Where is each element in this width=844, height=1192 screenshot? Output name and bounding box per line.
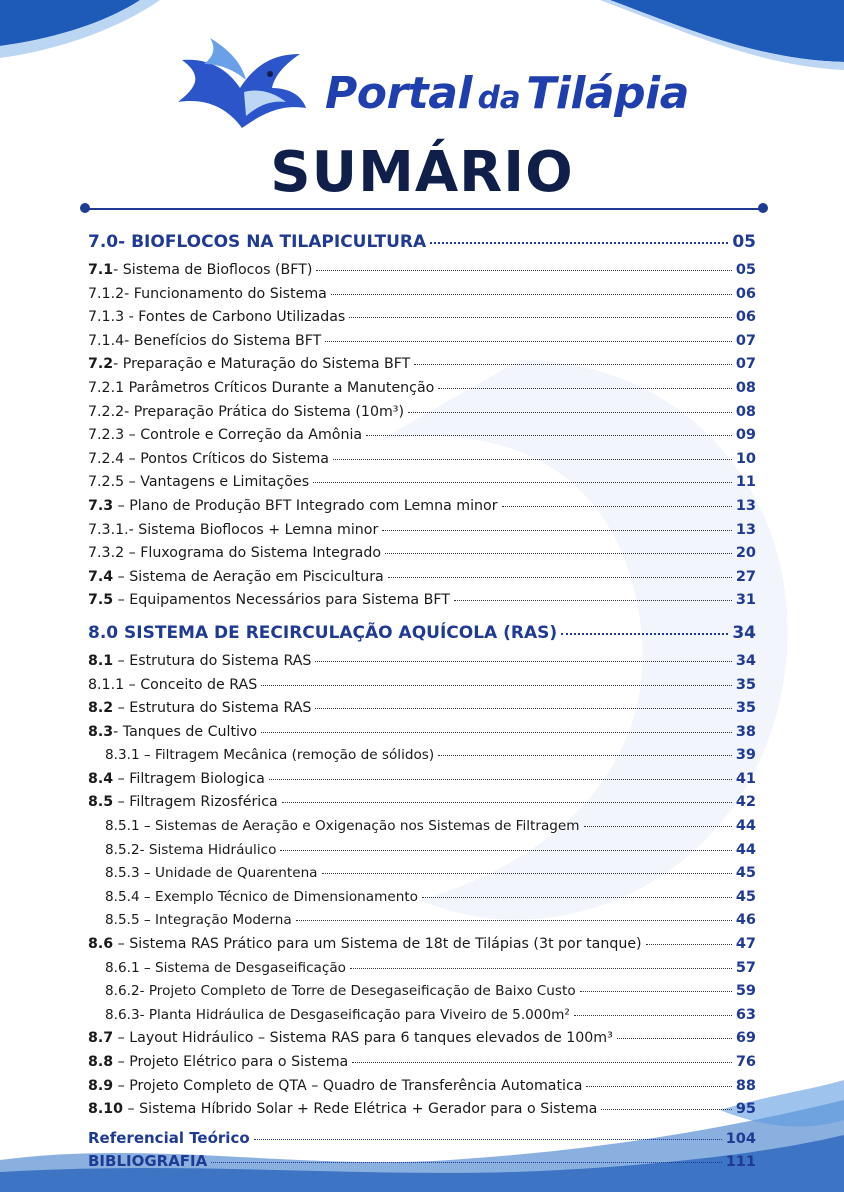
toc-page-number: 13 — [735, 521, 756, 538]
toc-entry-number: 8.2 — [88, 700, 114, 717]
toc-page-number: 07 — [735, 356, 756, 373]
dot-leader — [296, 920, 732, 921]
toc-entry-text: 7.1.2- Funcionamento do Sistema — [88, 285, 327, 302]
dot-leader — [561, 633, 728, 635]
brand-logo — [170, 30, 730, 142]
dot-leader — [331, 294, 732, 295]
toc-page-number: 57 — [735, 959, 756, 976]
toc-page-number: 05 — [735, 262, 756, 278]
dot-leader — [269, 779, 732, 780]
brand-main: Portal — [325, 68, 472, 119]
toc-entry-text: 7.3.2 – Fluxograma do Sistema Integrado — [88, 545, 382, 562]
toc-entry[interactable] — [88, 451, 756, 475]
toc-entry-label — [105, 818, 580, 834]
toc-entry[interactable] — [88, 262, 756, 286]
toc-entry-label — [88, 724, 257, 740]
toc-entry[interactable] — [88, 427, 756, 451]
toc-chapter-label: 7.0- BIOFLOCOS NA TILAPICULTURA — [88, 232, 427, 252]
toc-entry-text: 7.1.3 - Fontes de Carbono Utilizadas — [88, 309, 346, 326]
toc-entry-label — [105, 865, 318, 881]
toc-entry-label — [105, 889, 418, 905]
toc-entry-label — [105, 842, 276, 858]
toc-entry-number: 8.10 — [88, 1101, 124, 1118]
toc-entry[interactable] — [88, 889, 756, 913]
dot-leader — [211, 1162, 721, 1163]
toc-entry-label — [88, 545, 381, 561]
toc-chapter-label: 8.0 SISTEMA DE RECIRCULAÇÃO AQUÍCOLA (RAS) — [88, 622, 558, 643]
toc-entry[interactable] — [88, 677, 756, 701]
toc-page-number: 88 — [735, 1077, 756, 1094]
toc-entry-label — [88, 333, 321, 349]
toc-entry-label — [105, 983, 576, 999]
dot-leader — [414, 364, 731, 365]
toc-entry-text: – Sistema de Aeração em Piscicultura — [113, 568, 384, 585]
toc-page-number: 05 — [732, 232, 756, 252]
dot-leader — [350, 968, 732, 969]
divider-dot-right — [758, 203, 768, 213]
toc-entry-text: 8.3.1 – Filtragem Mecânica (remoção de sólidos) — [105, 747, 435, 764]
toc-entry-text: – Estrutura do Sistema RAS — [113, 700, 312, 717]
dot-leader — [261, 732, 732, 733]
page-title: SUMÁRIO — [270, 140, 574, 205]
toc-entry-text: 7.2.5 – Vantagens e Limitações — [88, 474, 310, 491]
toc-entry-text: 8.1.1 – Conceito de RAS — [88, 676, 258, 693]
toc-entry[interactable] — [88, 983, 756, 1007]
dot-leader — [315, 708, 731, 709]
toc-entry-number: 8.1 — [88, 652, 114, 669]
toc-entry[interactable] — [88, 286, 756, 310]
toc-entry-label — [88, 522, 378, 538]
toc-page-number: 38 — [735, 723, 756, 740]
toc-entry[interactable] — [88, 1030, 756, 1054]
toc-entry-text: 8.6.2- Projeto Completo de Torre de Desegaseificação de Baixo Custo — [105, 983, 576, 1000]
toc-chapter-8[interactable] — [88, 623, 756, 653]
toc-entry-label — [88, 936, 642, 952]
toc-entry-label — [88, 771, 265, 787]
dot-leader — [349, 317, 732, 318]
toc-page-number: 31 — [735, 592, 756, 609]
toc-entry[interactable] — [88, 1078, 756, 1102]
toc-entry[interactable] — [88, 653, 756, 677]
toc-page-number: 45 — [735, 888, 756, 905]
toc-entry-label — [105, 1007, 570, 1023]
table-of-contents — [88, 232, 756, 1176]
toc-page-number: 45 — [735, 865, 756, 882]
toc-entry[interactable] — [88, 309, 756, 333]
toc-entry-number: 7.4 — [88, 568, 114, 585]
toc-entry-label: Referencial Teórico — [88, 1128, 250, 1147]
dot-leader — [325, 341, 731, 342]
toc-entry[interactable] — [88, 842, 756, 866]
toc-page-number: 27 — [735, 568, 756, 585]
toc-entry-text: 8.5.4 – Exemplo Técnico de Dimensionamento — [105, 888, 418, 905]
toc-page-number: 76 — [735, 1054, 756, 1070]
toc-chapter-7-list — [88, 262, 756, 616]
toc-entry[interactable] — [88, 1101, 756, 1125]
toc-page-number: 47 — [735, 936, 756, 953]
toc-entry-label — [88, 653, 311, 669]
toc-page-number: 34 — [732, 622, 756, 643]
toc-page-number: 95 — [735, 1101, 756, 1118]
toc-entry[interactable] — [88, 747, 756, 771]
toc-entry-text: – Sistema RAS Prático para um Sistema de 18t de Tilápias (3t por tanque) — [113, 936, 642, 953]
toc-entry[interactable] — [88, 569, 756, 593]
toc-entry-number: 8.7 — [88, 1030, 114, 1047]
toc-entry-text: – Layout Hidráulico – Sistema RAS para 6 tanques elevados de 100m³ — [113, 1030, 613, 1047]
dot-leader — [601, 1109, 731, 1110]
toc-entry[interactable] — [88, 522, 756, 546]
toc-reference-entry[interactable] — [88, 1129, 756, 1153]
toc-entry-text: – Equipamentos Necessários para Sistema BFT — [113, 592, 450, 609]
dot-leader — [646, 944, 732, 945]
toc-entry-label — [88, 427, 362, 443]
divider-dot-left — [80, 203, 90, 213]
top-left-wave — [0, 0, 160, 58]
toc-page-number: 11 — [735, 474, 756, 491]
toc-entry-text: - Sistema de Bioflocos (BFT) — [113, 262, 313, 278]
toc-entry-text: – Plano de Produção BFT Integrado com Lemna minor — [113, 497, 498, 514]
dot-leader — [574, 1015, 732, 1016]
toc-entry-label — [88, 1078, 582, 1094]
toc-entry[interactable] — [88, 936, 756, 960]
toc-entry[interactable] — [88, 818, 756, 842]
toc-reference-entry[interactable] — [88, 1152, 756, 1176]
toc-entry-label — [88, 262, 312, 278]
dot-leader — [282, 802, 732, 803]
toc-entry[interactable] — [88, 545, 756, 569]
toc-chapter-8-list — [88, 653, 756, 1125]
brand-small: da — [477, 80, 521, 116]
dot-leader — [617, 1038, 732, 1039]
dot-leader — [315, 661, 731, 662]
toc-entry-label — [105, 747, 434, 763]
toc-page-number: 06 — [735, 285, 756, 302]
toc-entry-label — [88, 677, 257, 693]
dot-leader — [388, 577, 732, 578]
dot-leader — [422, 897, 732, 898]
toc-entry-text: 8.5.5 – Integração Moderna — [105, 912, 292, 929]
dot-leader — [385, 553, 732, 554]
toc-entry-text: – Estrutura do Sistema RAS — [113, 652, 312, 669]
toc-entry-text: 8.5.3 – Unidade de Quarentena — [105, 865, 318, 882]
toc-entry-label — [88, 700, 311, 716]
toc-page-number: 44 — [735, 818, 756, 835]
toc-entry[interactable] — [88, 404, 756, 428]
dot-leader — [313, 482, 732, 483]
toc-page-number: 104 — [725, 1130, 756, 1147]
toc-entry-text: 7.1.4- Benefícios do Sistema BFT — [88, 332, 322, 349]
toc-entry-number: 7.2 — [88, 356, 114, 373]
toc-entry-label: BIBLIOGRAFIA — [88, 1152, 208, 1171]
toc-entry-number: 8.5 — [88, 794, 114, 811]
title-divider — [84, 208, 764, 210]
toc-entry-number: 8.8 — [88, 1054, 114, 1070]
toc-page-number: 07 — [735, 332, 756, 349]
toc-chapter-7[interactable] — [88, 232, 756, 262]
toc-page-number: 35 — [735, 676, 756, 693]
fish-logo-icon — [170, 30, 310, 140]
toc-entry-label — [88, 356, 410, 372]
dot-leader — [280, 850, 731, 851]
toc-page-number: 09 — [735, 427, 756, 444]
toc-entry-text: – Filtragem Rizosférica — [113, 794, 278, 811]
toc-entry[interactable] — [88, 700, 756, 724]
toc-entry-label — [88, 592, 450, 608]
toc-entry-label — [88, 309, 345, 325]
toc-entry-number: 8.4 — [88, 770, 114, 787]
toc-entry-label — [88, 286, 327, 302]
toc-entry-text: 8.5.2- Sistema Hidráulico — [105, 841, 277, 858]
dot-leader — [352, 1062, 732, 1063]
toc-entry[interactable] — [88, 865, 756, 889]
brand-name — [325, 68, 689, 119]
toc-page-number: 111 — [725, 1154, 756, 1171]
toc-entry[interactable] — [88, 356, 756, 380]
toc-entry[interactable] — [88, 794, 756, 818]
toc-page-number: 42 — [735, 794, 756, 811]
dot-leader — [366, 435, 732, 436]
toc-entry-text: 8.5.1 – Sistemas de Aeração e Oxigenação nos Sistemas de Filtragem — [105, 818, 580, 835]
toc-page-number: 08 — [735, 403, 756, 420]
toc-entry-number: 8.3 — [88, 723, 114, 740]
toc-page-number: 59 — [735, 983, 756, 1000]
dot-leader — [438, 755, 732, 756]
toc-entry-label — [88, 1101, 597, 1117]
dot-leader — [580, 991, 732, 992]
dot-leader — [382, 530, 732, 531]
toc-entry[interactable] — [88, 1007, 756, 1031]
toc-entry-label — [88, 1030, 613, 1046]
toc-entry-text: – Projeto Elétrico para o Sistema — [113, 1054, 349, 1070]
toc-entry-text: – Sistema Híbrido Solar + Rede Elétrica + Gerador para o Sistema — [123, 1101, 598, 1118]
toc-entry[interactable] — [88, 474, 756, 498]
dot-leader — [502, 506, 732, 507]
toc-page-number: 69 — [735, 1030, 756, 1047]
toc-page-number: 41 — [735, 770, 756, 787]
toc-entry-label — [88, 380, 434, 396]
toc-entry-label — [88, 451, 329, 467]
dot-leader — [333, 459, 732, 460]
dot-leader — [586, 1086, 731, 1087]
toc-entry-text: 7.2.4 – Pontos Críticos do Sistema — [88, 450, 329, 467]
toc-entry-text: 7.2.3 – Controle e Correção da Amônia — [88, 427, 363, 444]
dot-leader — [408, 412, 732, 413]
dot-leader — [438, 388, 731, 389]
toc-entry-text: 7.3.1.- Sistema Bioflocos + Lemna minor — [88, 521, 379, 538]
toc-entry[interactable] — [88, 380, 756, 404]
brand-end: Tilápia — [526, 68, 689, 119]
dot-leader — [261, 685, 732, 686]
toc-entry-text: - Tanques de Cultivo — [113, 723, 258, 740]
toc-page-number: 10 — [735, 450, 756, 467]
toc-page-number: 44 — [735, 841, 756, 858]
dot-leader — [584, 826, 732, 827]
toc-entry[interactable] — [88, 592, 756, 616]
toc-entry[interactable] — [88, 498, 756, 522]
dot-leader — [322, 873, 732, 874]
toc-entry-number: 8.9 — [88, 1077, 114, 1094]
toc-page-number: 20 — [735, 545, 756, 562]
toc-entry[interactable] — [88, 960, 756, 984]
toc-page-number: 08 — [735, 379, 756, 396]
dot-leader — [316, 270, 731, 271]
dot-leader — [454, 600, 732, 601]
dot-leader — [430, 242, 728, 244]
toc-entry-number: 7.3 — [88, 497, 114, 514]
toc-entry-label — [88, 569, 384, 585]
toc-entry[interactable] — [88, 724, 756, 748]
toc-entry-number: 8.6 — [88, 936, 114, 953]
toc-entry-text: 7.2.2- Preparação Prática do Sistema (10m³) — [88, 403, 405, 420]
toc-entry-number: 7.1 — [88, 262, 114, 278]
toc-entry[interactable] — [88, 912, 756, 936]
toc-page-number: 63 — [735, 1006, 756, 1023]
toc-entry-text: – Projeto Completo de QTA – Quadro de Transferência Automatica — [113, 1077, 583, 1094]
toc-entry-text: - Preparação e Maturação do Sistema BFT — [113, 356, 411, 373]
toc-entry[interactable] — [88, 771, 756, 795]
toc-entry-label — [105, 912, 292, 928]
toc-entry[interactable] — [88, 333, 756, 357]
toc-entry-label — [88, 474, 309, 490]
toc-entry-label — [105, 960, 346, 976]
toc-page-number: 35 — [735, 700, 756, 717]
toc-entry-text: – Filtragem Biologica — [113, 770, 265, 787]
toc-entry-number: 7.5 — [88, 592, 114, 609]
toc-entry-label — [88, 498, 498, 514]
toc-entry-label — [88, 794, 278, 810]
dot-leader — [254, 1139, 722, 1140]
toc-page-number: 46 — [735, 912, 756, 929]
toc-page-number: 06 — [735, 309, 756, 326]
toc-entry[interactable] — [88, 1054, 756, 1078]
toc-page-number: 39 — [735, 747, 756, 764]
toc-entry-text: 8.6.3- Planta Hidráulica de Desgaseificação para Viveiro de 5.000m² — [105, 1006, 570, 1023]
toc-page-number: 34 — [735, 652, 756, 669]
toc-page-number: 13 — [735, 497, 756, 514]
toc-entry-text: 7.2.1 Parâmetros Críticos Durante a Manutenção — [88, 379, 435, 396]
toc-entry-label — [88, 404, 404, 420]
toc-entry-text: 8.6.1 – Sistema de Desgaseificação — [105, 959, 346, 976]
toc-references-list — [88, 1129, 756, 1176]
toc-entry-label — [88, 1054, 348, 1070]
